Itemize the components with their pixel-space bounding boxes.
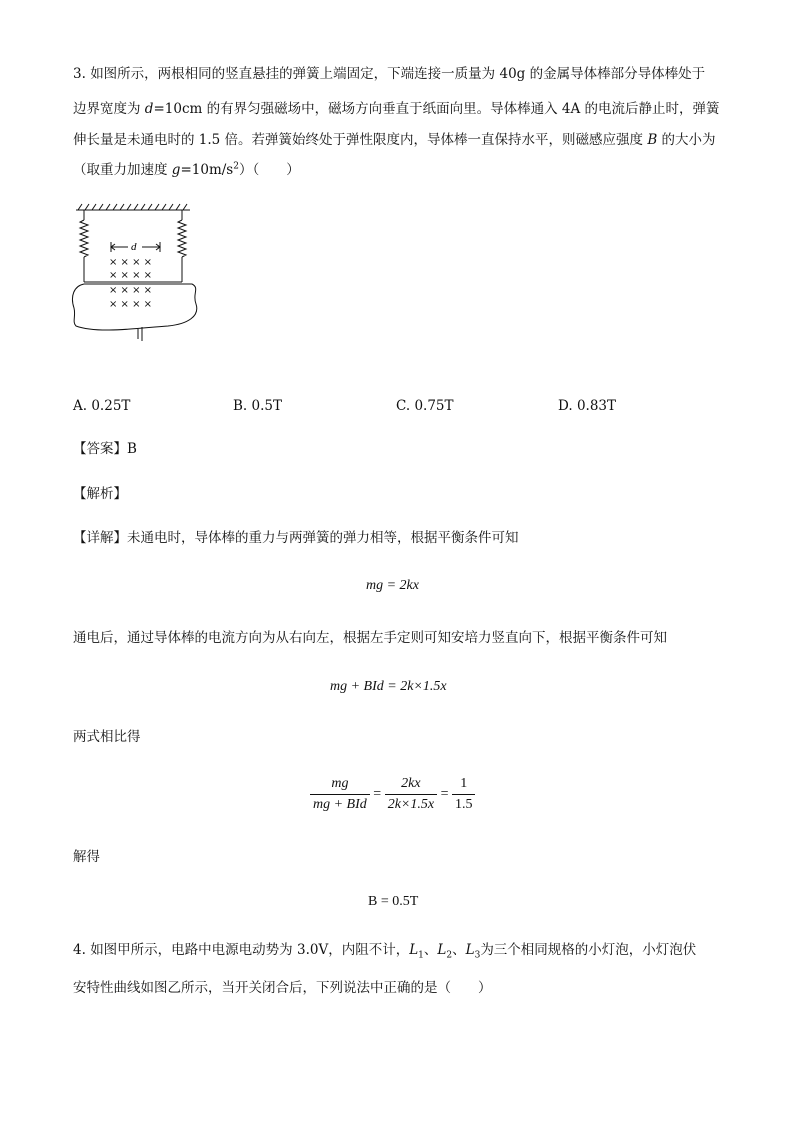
equation-3: $\frac{mg}{\text{mg + BId}}$ = $\frac{2kx}{2k\times 1.5x}$ = $\frac{1}{1.5}$ [310, 776, 475, 813]
answer-value: B [127, 441, 137, 457]
var-B: B [647, 132, 658, 148]
svg-text:× × × ×: × × × × [109, 285, 153, 296]
svg-text:× × × ×: × × × × [109, 270, 153, 281]
q4-line-1: 4. 如图甲所示，电路中电源电动势为 3.0V，内阻不计，$L_1$、$L_2$、$L_3$为三个相同规格的小灯泡，小灯泡伏 [73, 942, 697, 961]
equation-2: mg + BId = 2k×1.5x [330, 679, 447, 694]
option-c: C. 0.75T [396, 398, 454, 414]
text-4: 解得 [73, 849, 100, 865]
svg-text:× × × ×: × × × × [109, 299, 153, 310]
spring-magnetic-field-figure [68, 198, 208, 344]
q4-number: 4. [73, 942, 86, 958]
equation-1: mg = 2kx [366, 578, 419, 593]
q3-line-1 [73, 68, 705, 82]
detail-tag: 【详解】 [73, 530, 127, 546]
q3-number: 3. [73, 66, 86, 82]
option-a: A. 0.25T [73, 398, 131, 414]
ceiling-hatch [76, 204, 190, 210]
var-g: g [171, 162, 181, 178]
q3-line-4: （取重力加速度 $g=10m/s^2$）（ ） [73, 161, 300, 178]
fraction-2: $\frac{2kx}{2k\times 1.5x}$ [385, 776, 437, 813]
text-2: 通电后，通过导体棒的电流方向为从右向左，根据左手定则可知安培力竖直向下，根据平衡条件可知 [73, 630, 667, 646]
fraction-3: $\frac{1}{1.5}$ [452, 776, 476, 813]
var-d: d [144, 101, 154, 117]
width-label-d: d [131, 241, 137, 253]
q3-line-2: 边界宽度为 d=10cm 的有界匀强磁场中，磁场方向垂直于纸面向里。导体棒通入 4A 的电流后静止时，弹簧 [73, 101, 720, 117]
fraction-1: $\frac{mg}{\text{mg + BId}}$ [310, 776, 370, 813]
battery [138, 327, 142, 341]
answer-line [73, 443, 137, 457]
svg-text:× × × ×: × × × × [109, 257, 153, 268]
conductor-rod [84, 282, 182, 284]
q3-text-1: 如图所示，两根相同的竖直悬挂的弹簧上端固定，下端连接一质量为 40g 的金属导体棒部分导体棒处于 [90, 66, 706, 82]
detail-text: 未通电时，导体棒的重力与两弹簧的弹力相等，根据平衡条件可知 [127, 530, 519, 546]
option-d: D. 0.83T [558, 398, 617, 414]
detail-line [73, 532, 519, 546]
left-spring [80, 210, 88, 282]
q4-line-2: 安特性曲线如图乙所示，当开关闭合后，下列说法中正确的是（ ） [73, 980, 492, 996]
q3-line-3: 伸长量是未通电时的 1.5 倍。若弹簧始终处于弹性限度内，导体棒一直保持水平，则磁感应强度 B 的大小为 [73, 132, 716, 148]
option-b: B. 0.5T [233, 398, 282, 414]
analysis-line [73, 488, 127, 502]
answer-tag: 【答案】 [73, 441, 127, 457]
text-3: 两式相比得 [73, 729, 141, 745]
right-spring [178, 210, 186, 282]
equation-4: B = 0.5T [368, 894, 419, 909]
analysis-tag: 【解析】 [73, 486, 127, 502]
